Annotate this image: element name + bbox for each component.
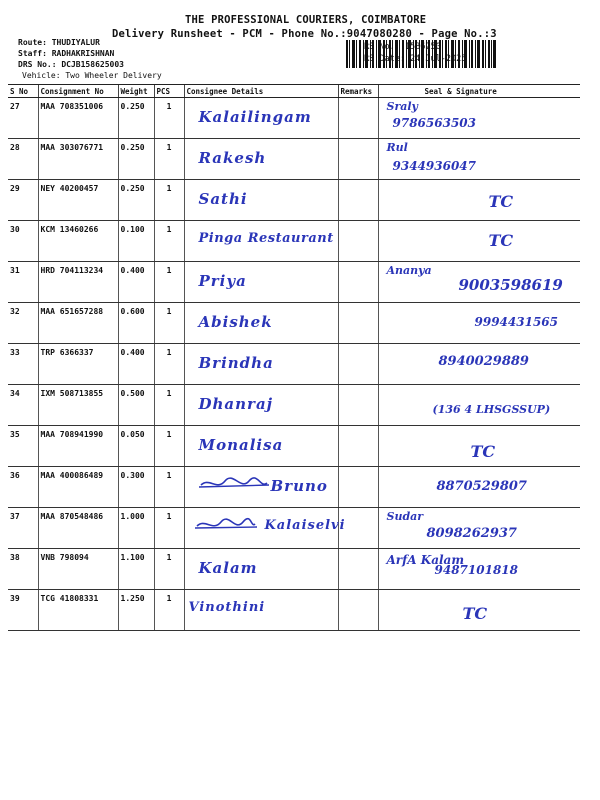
row-seal-cell — [378, 180, 580, 221]
row-remarks — [338, 344, 378, 385]
row-seal-cell — [378, 467, 580, 508]
row-consignee-cell — [184, 549, 338, 590]
row-sno: 27 — [8, 98, 38, 139]
signature-mark: Sudar — [386, 510, 424, 523]
row-consignment: MAA 870548486 — [38, 508, 118, 549]
row-weight: 1.250 — [118, 590, 154, 631]
table-row — [8, 426, 580, 467]
row-remarks — [338, 426, 378, 467]
row-pcs: 1 — [154, 221, 184, 262]
row-sno: 30 — [8, 221, 38, 262]
signature-mark: Sraly — [386, 100, 418, 113]
row-remarks — [338, 262, 378, 303]
table-header-row — [8, 85, 580, 98]
row-seal-cell — [378, 549, 580, 590]
row-pcs: 1 — [154, 385, 184, 426]
table-row — [8, 98, 580, 139]
row-seal-cell — [378, 139, 580, 180]
row-consignee-cell — [184, 221, 338, 262]
seal-handwriting: 8940029889 — [438, 354, 529, 369]
row-sno: 34 — [8, 385, 38, 426]
table-row — [8, 221, 580, 262]
runsheet-subtitle: Delivery Runsheet - PCM - Phone No.:9047080280 - Page No.:3 — [112, 28, 497, 40]
row-remarks — [338, 303, 378, 344]
row-consignee-cell — [184, 508, 346, 549]
seal-handwriting: 8098262937 — [426, 526, 517, 541]
row-sno: 38 — [8, 549, 38, 590]
seal-handwriting: 9994431565 — [474, 315, 558, 329]
row-consignee-cell — [184, 344, 338, 385]
row-seal-cell — [378, 426, 580, 467]
row-consignee-cell — [184, 467, 338, 508]
vehicle-label: Vehicle: Two Wheeler Delivery — [22, 71, 162, 80]
row-consignment: TCG 41808331 — [38, 590, 118, 631]
row-remarks — [338, 98, 378, 139]
consignee-handwriting: Priya — [198, 272, 247, 290]
row-consignee-cell — [184, 98, 338, 139]
row-seal-cell — [378, 98, 580, 139]
row-consignee-cell — [184, 180, 338, 221]
row-pcs: 1 — [154, 303, 184, 344]
seal-handwriting: (136 4 LHSGSSUP) — [432, 403, 551, 416]
row-weight: 0.400 — [118, 344, 154, 385]
col-sno: S No — [8, 85, 38, 98]
row-consignee-cell — [184, 385, 338, 426]
route-label: Route: THUDIYALUR — [18, 38, 100, 47]
row-consignment: HRD 704113234 — [38, 262, 118, 303]
row-remarks — [338, 180, 378, 221]
row-sno: 39 — [8, 590, 38, 631]
table-row — [8, 262, 580, 303]
row-seal-cell — [378, 385, 580, 426]
row-pcs: 1 — [154, 262, 184, 303]
row-weight: 0.600 — [118, 303, 154, 344]
consignee-handwriting: Monalisa — [198, 436, 284, 454]
row-consignment: MAA 400086489 — [38, 467, 118, 508]
row-consignee-cell — [184, 303, 338, 344]
consignee-handwriting: Bruno — [270, 477, 328, 495]
signature-mark: Ananya — [386, 264, 432, 277]
runsheet-table — [8, 84, 580, 631]
signature-mark: ArfA Kalam — [386, 553, 465, 567]
row-pcs: 1 — [154, 467, 184, 508]
table-row — [8, 467, 580, 508]
row-consignee-cell — [184, 590, 338, 631]
col-weight: Weight — [118, 85, 154, 98]
row-consignment: MAA 708351006 — [38, 98, 118, 139]
consignee-handwriting: Kalaiselvi — [264, 518, 346, 533]
row-weight: 0.050 — [118, 426, 154, 467]
seal-handwriting: 9786563503 — [392, 116, 476, 130]
row-sno: 37 — [8, 508, 38, 549]
row-pcs: 1 — [154, 139, 184, 180]
consignee-handwriting: Dhanraj — [198, 395, 274, 413]
row-pcs: 1 — [154, 508, 184, 549]
drs-number: DRS No.: DCJB158625003 — [18, 60, 124, 69]
row-pcs: 1 — [154, 590, 184, 631]
row-consignment: TRP 6366337 — [38, 344, 118, 385]
col-seal-signature: Seal & Signature — [378, 85, 580, 98]
seal-handwriting: TC — [470, 442, 496, 461]
row-remarks — [338, 385, 378, 426]
row-sno: 36 — [8, 467, 38, 508]
row-consignee-cell — [184, 262, 338, 303]
consignee-handwriting: Kalam — [198, 559, 258, 577]
row-pcs: 1 — [154, 180, 184, 221]
struck-out-scribble — [185, 467, 335, 503]
row-consignment: IXM 508713855 — [38, 385, 118, 426]
seal-handwriting: 9487101818 — [434, 563, 518, 577]
row-consignment: NEY 40200457 — [38, 180, 118, 221]
consignee-handwriting: Sathi — [198, 190, 248, 208]
row-weight: 0.100 — [118, 221, 154, 262]
table-row — [8, 303, 580, 344]
col-remarks: Remarks — [338, 85, 378, 98]
row-pcs: 1 — [154, 98, 184, 139]
row-pcs: 1 — [154, 344, 184, 385]
row-sno: 35 — [8, 426, 38, 467]
row-seal-cell — [378, 590, 580, 631]
consignee-handwriting: Rakesh — [198, 149, 267, 167]
row-remarks — [338, 590, 378, 631]
row-consignment: MAA 708941990 — [38, 426, 118, 467]
row-weight: 0.300 — [118, 467, 154, 508]
consignee-handwriting: Abishek — [198, 313, 273, 331]
consignee-handwriting: Vinothini — [188, 600, 266, 615]
row-weight: 0.250 — [118, 98, 154, 139]
col-consignee: Consignee Details — [184, 85, 338, 98]
row-seal-cell — [378, 508, 580, 549]
row-sno: 31 — [8, 262, 38, 303]
table-row — [8, 344, 580, 385]
consignee-handwriting: Brindha — [198, 354, 274, 372]
row-consignee-cell — [184, 139, 338, 180]
consignee-handwriting: Pinga Restaurant — [198, 231, 334, 246]
table-row — [8, 385, 580, 426]
row-remarks — [338, 139, 378, 180]
row-weight: 1.000 — [118, 508, 154, 549]
seal-handwriting: TC — [462, 604, 488, 623]
seal-handwriting: 9344936047 — [392, 159, 476, 173]
row-weight: 0.250 — [118, 180, 154, 221]
table-row — [8, 549, 580, 590]
row-pcs: 1 — [154, 549, 184, 590]
row-consignment: MAA 651657288 — [38, 303, 118, 344]
row-sno: 33 — [8, 344, 38, 385]
row-sno: 29 — [8, 180, 38, 221]
signature-mark: Rul — [386, 141, 408, 154]
row-weight: 0.500 — [118, 385, 154, 426]
row-pcs: 1 — [154, 426, 184, 467]
row-weight: 0.400 — [118, 262, 154, 303]
row-remarks — [338, 221, 378, 262]
rs-number: RS No.: 1586250 — [364, 42, 441, 52]
col-pcs: PCS — [154, 85, 184, 98]
row-seal-cell — [378, 344, 580, 385]
row-sno: 32 — [8, 303, 38, 344]
consignee-handwriting: Kalailingam — [198, 108, 312, 126]
table-row — [8, 590, 580, 631]
row-seal-cell — [378, 303, 580, 344]
row-consignment: KCM 13460266 — [38, 221, 118, 262]
staff-label: Staff: RADHAKRISHNAN — [18, 49, 115, 58]
row-remarks — [338, 549, 378, 590]
table-row — [8, 508, 580, 549]
row-remarks — [338, 467, 378, 508]
seal-handwriting: 9003598619 — [458, 276, 563, 294]
company-title: THE PROFESSIONAL COURIERS, COIMBATORE — [185, 14, 427, 26]
struck-out-scribble — [185, 508, 335, 544]
row-consignment: VNB 798094 — [38, 549, 118, 590]
rs-date: RS Date: 24-Jul-2025 — [364, 54, 467, 64]
table-row — [8, 139, 580, 180]
row-consignee-cell — [184, 426, 338, 467]
row-seal-cell — [378, 221, 580, 262]
row-weight: 1.100 — [118, 549, 154, 590]
seal-handwriting: TC — [488, 192, 514, 211]
table-row — [8, 180, 580, 221]
col-consignment: Consignment No — [38, 85, 118, 98]
row-sno: 28 — [8, 139, 38, 180]
row-weight: 0.250 — [118, 139, 154, 180]
row-seal-cell — [378, 262, 580, 303]
row-consignment: MAA 303076771 — [38, 139, 118, 180]
seal-handwriting: 8870529807 — [436, 479, 527, 494]
seal-handwriting: TC — [488, 231, 514, 250]
